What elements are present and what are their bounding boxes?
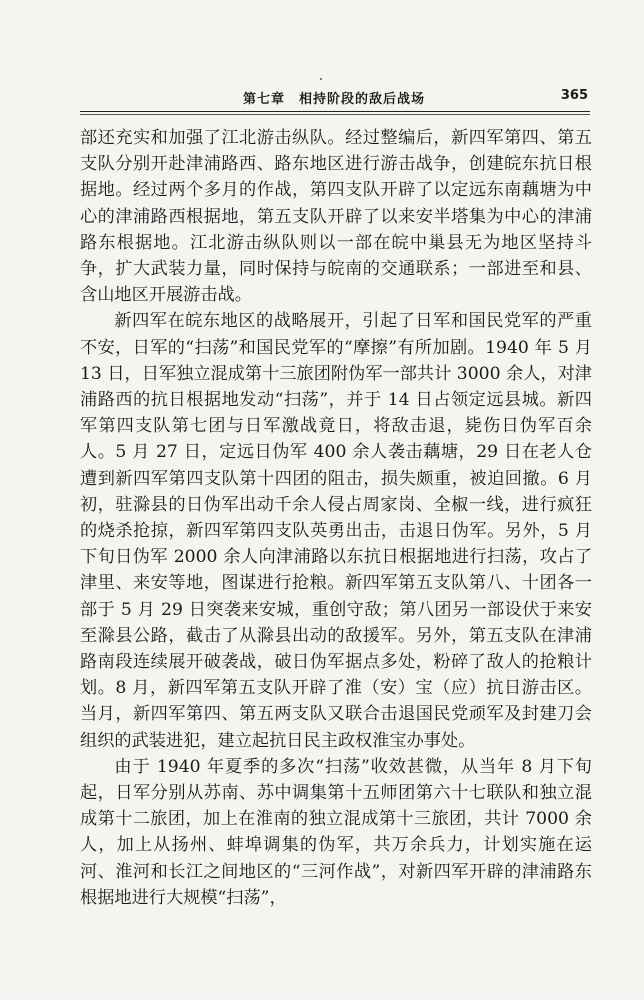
paragraph: 由于 1940 年夏季的多次“扫荡”收效甚微，从当年 8 月下旬起，日军分别从苏南、苏中调集第十五师团第六十七联队和独立混成第十二旅团，加上在淮南的独立混成第十三旅团，共计 7000 余人，加上从扬州、蚌埠调集的伪军，共万余兵力，计划实施在运河、淮河和长江之间地区的“三河作战”，对新四军开辟的津浦路东根据地进行大规模“扫荡”， bbox=[80, 756, 592, 908]
chapter-title: 第七章 相持阶段的敌后战场 bbox=[242, 92, 425, 107]
paragraph-continuation: 部还充实和加强了江北游击纵队。经过整编后，新四军第四、第五支队分别开赴津浦路西、路东地区进行游击战争，创建皖东抗日根据地。经过两个多月的作战，第四支队开辟了以定远东南藕塘为中心的津浦路西根据地，第五支队开辟了以来安半塔集为中心的津浦路东根据地。江北游击纵队则以一部在皖中巢县无为地区坚持斗争，扩大武装力量，同时保持与皖南的交通联系；一部进至和县、含山地区开展游击战。 bbox=[80, 128, 592, 306]
header-rule bbox=[80, 111, 590, 112]
running-header bbox=[80, 88, 588, 110]
paragraph: 新四军在皖东地区的战略展开，引起了日军和国民党军的严重不安，日军的“扫荡”和国民党军的“摩擦”有所加剧。1940 年 5 月 13 日，日军独立混成第十三旅团附伪军一部共计 3000 余人，对津浦路西的抗日根据地发动“扫荡”，并于 14 日占领定远县城。新四军第四支队第七团与日军激战竟日，将敌击退，毙伤日伪军百余人。5 月 27 日，定远日伪军 400 余人袭击藕塘，29 日在老人仓遭到新四军第四支队第十四团的阻击，损失颇重，被迫回撤。6 月初，驻滁县的日伪军出动千余人侵占周家岗、全椒一线，进行疯狂的烧杀抢掠，新四军第四支队英勇出击，击退日伪军。另外，5 月下旬日伪军 2000 余人向津浦路以东抗日根据地进行扫荡，攻占了津里、来安等地，图谋进行抢粮。新四军第五支队第八、十团各一部于 5 月 29 日突袭来安城，重创守敌；第八团另一部设伏于来安至滁县公路，截击了从滁县出动的敌援军。另外，第五支队在津浦路南段连续展开破袭战，破日伪军据点多处，粉碎了敌人的抢粮计划。8 月，新四军第五支队开辟了淮（安）宝（应）抗日游击区。当月，新四军第四、第五两支队又联合击退国民党顽军及封建刀会组织的武装进犯，建立起抗日民主政权淮宝办事处。 bbox=[80, 311, 592, 751]
page-number: 365 bbox=[560, 88, 588, 103]
print-speck bbox=[320, 78, 322, 80]
header-rule-thin bbox=[80, 114, 590, 115]
body-text bbox=[80, 125, 592, 911]
